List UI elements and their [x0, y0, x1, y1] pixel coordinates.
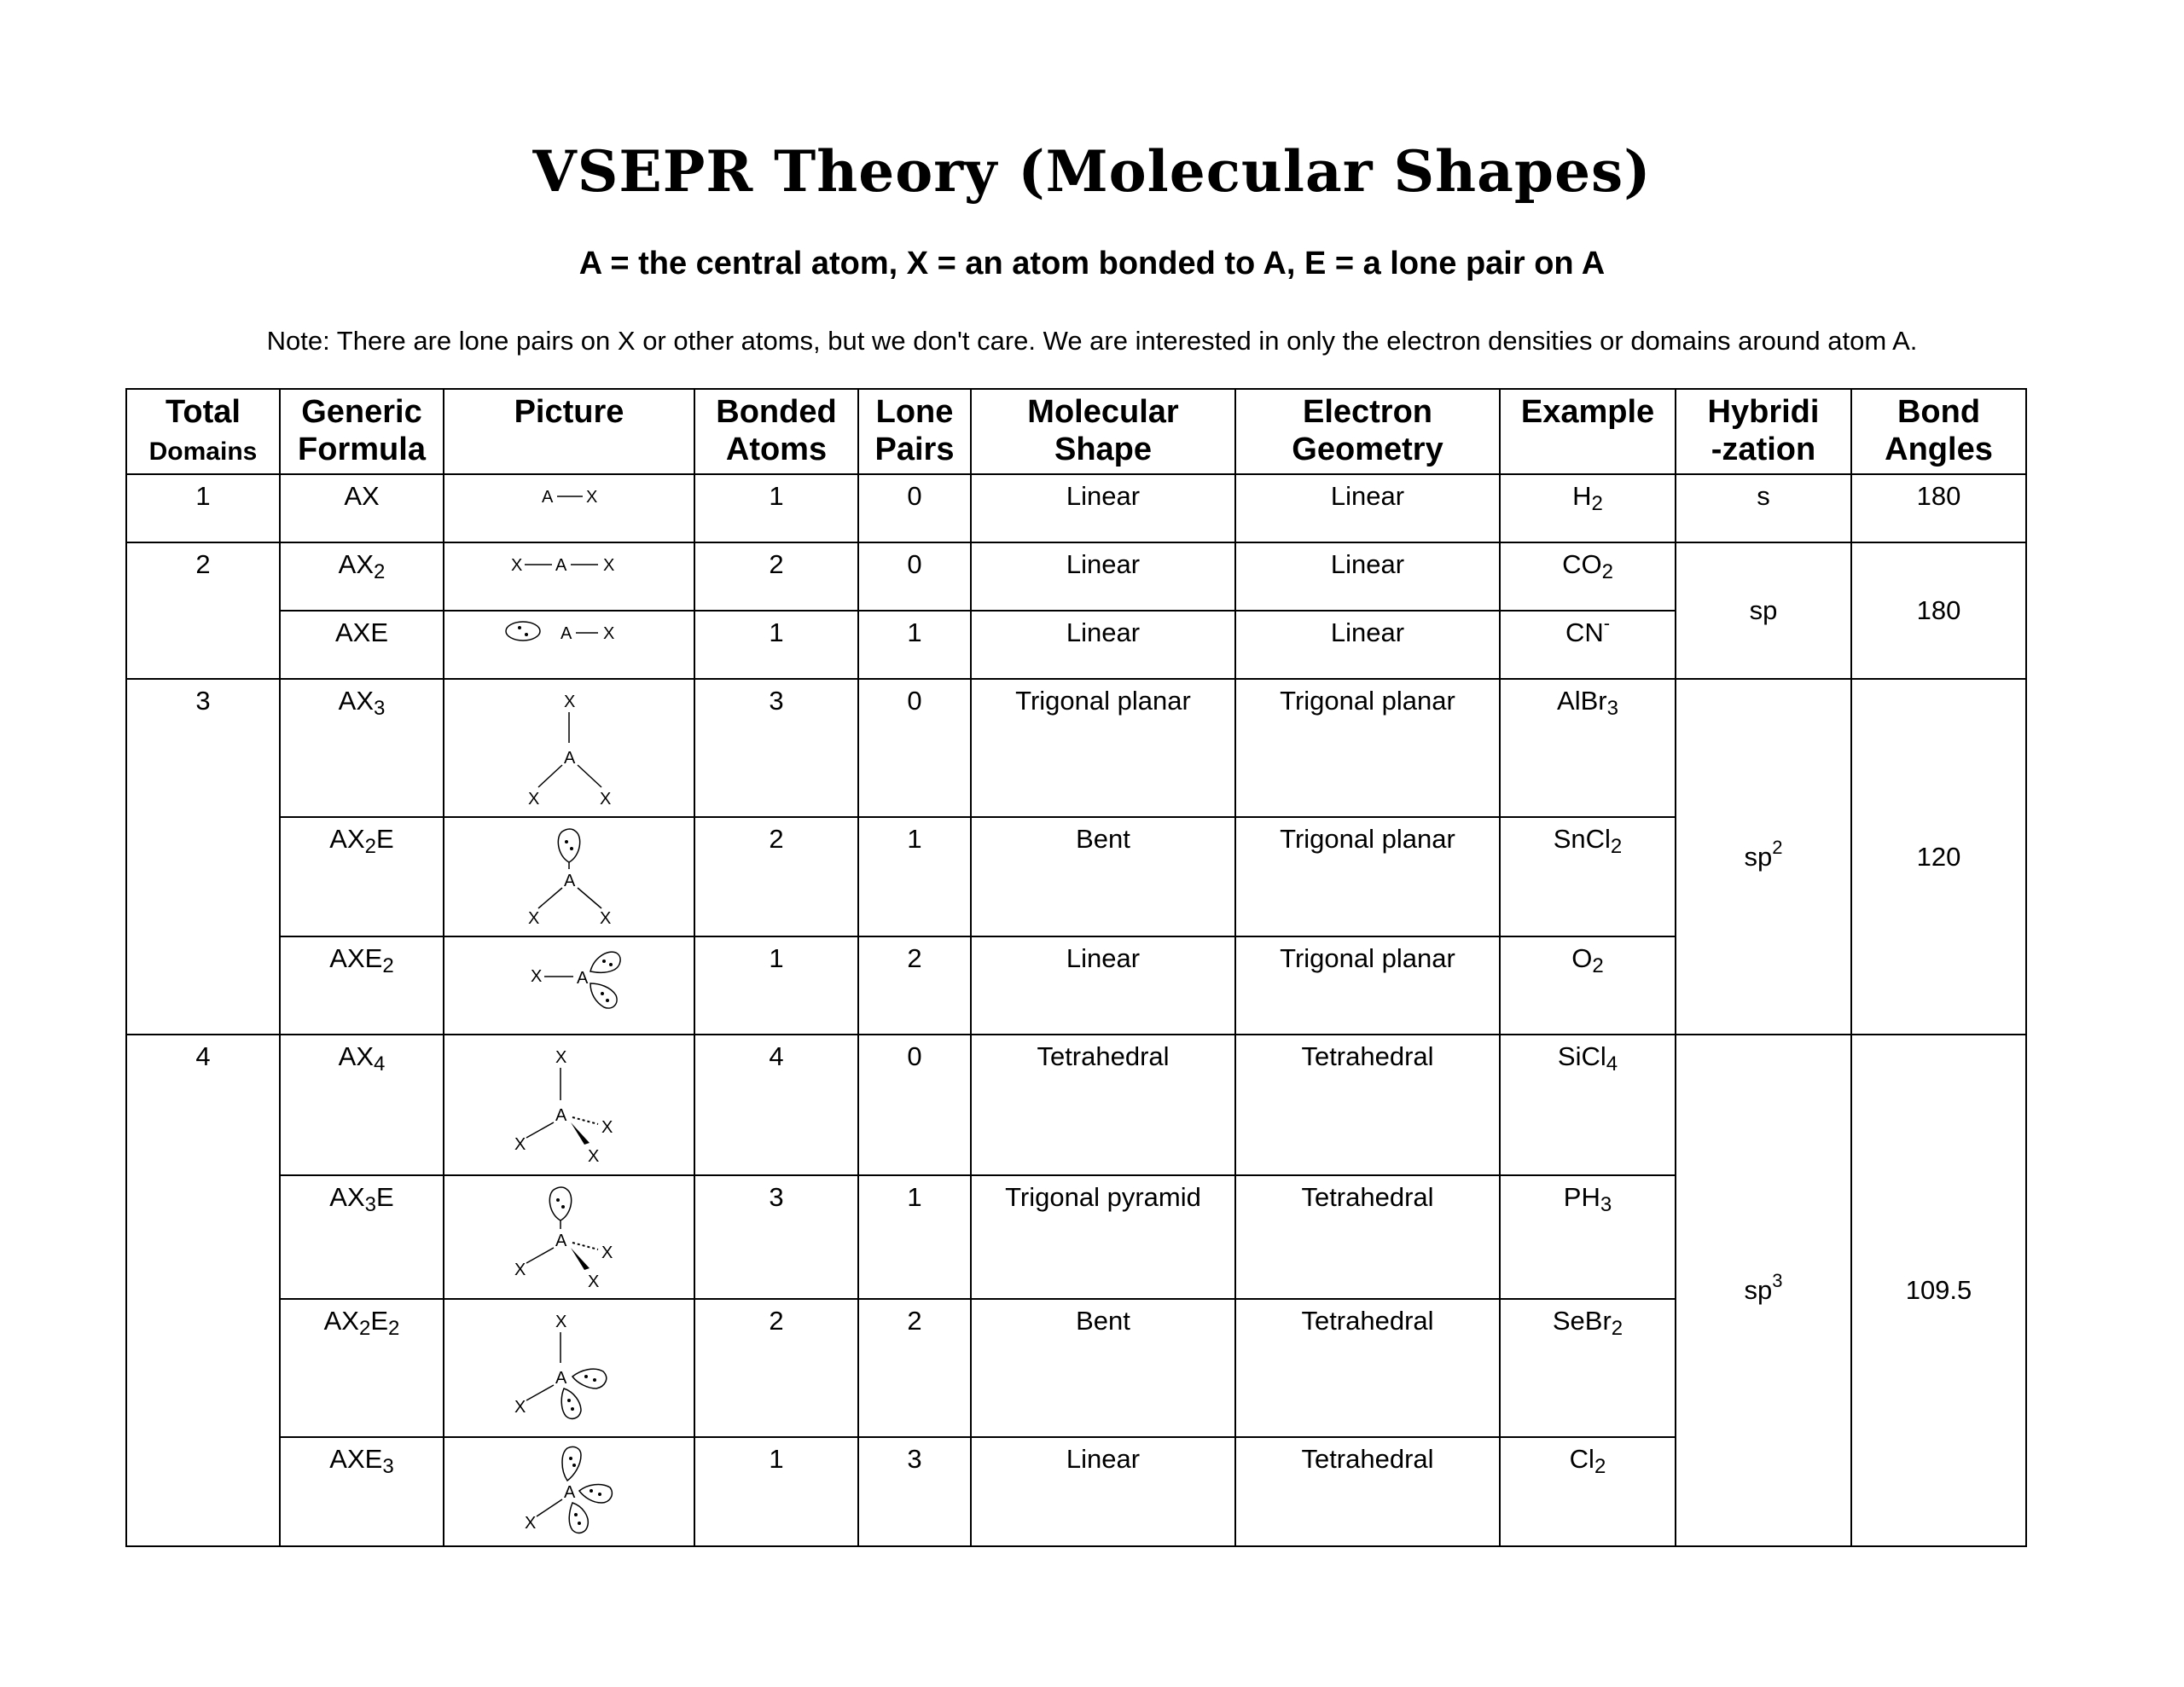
lone-pair-icon: [579, 1485, 612, 1503]
header-generic-formula: Generic Formula: [280, 389, 444, 474]
formula-text: E: [376, 1182, 394, 1212]
header-row: [126, 389, 2026, 474]
example-text: H: [1572, 481, 1592, 511]
formula-cell: [280, 1175, 444, 1299]
formula-text: AX: [338, 1041, 374, 1071]
svg-text:X: X: [588, 1147, 600, 1166]
svg-text:A: A: [577, 969, 589, 988]
formula-text: AX: [344, 481, 380, 511]
total-domains-cell: 2: [126, 542, 280, 679]
lone-pairs-cell: 0: [858, 679, 971, 817]
electron-geometry-cell: Trigonal planar: [1235, 679, 1500, 817]
example-subscript: 2: [1591, 492, 1603, 515]
formula-cell: [280, 679, 444, 817]
header-bonded-atoms: Bonded Atoms: [694, 389, 858, 474]
picture-cell: [444, 1035, 694, 1175]
table-row: [126, 679, 2026, 817]
example-subscript: 2: [1601, 560, 1613, 583]
formula-text: AXE: [329, 1444, 383, 1474]
molecule-axe-diagram: [492, 613, 646, 647]
example-cell: [1500, 936, 1676, 1035]
header-total-domains: Total Domains: [126, 389, 280, 474]
hybridization-cell: $sp^2$: [1676, 679, 1851, 1035]
example-subscript: 2: [1610, 835, 1623, 858]
molecular-shape-cell: Linear: [971, 1437, 1235, 1546]
formula-text: E: [376, 824, 394, 854]
lone-pairs-cell: 1: [858, 817, 971, 936]
molecule-ax3e-diagram: [492, 1178, 646, 1290]
formula-subscript: 4: [374, 1052, 386, 1075]
example-text: Cl: [1569, 1444, 1594, 1474]
example-cell: [1500, 1299, 1676, 1437]
example-cell: [1500, 679, 1676, 817]
example-cell: [1500, 1175, 1676, 1299]
molecular-shape-cell: Bent: [971, 817, 1235, 936]
example-text: CN: [1565, 617, 1604, 647]
svg-text:X: X: [525, 1514, 537, 1533]
header-lone-pairs: Lone Pairs: [858, 389, 971, 474]
bond-angle-cell: 109.5: [1851, 1035, 2026, 1546]
formula-text: AX: [329, 1182, 365, 1212]
header-hybridization: Hybridi -zation: [1676, 389, 1851, 474]
lone-pairs-cell: 2: [858, 1299, 971, 1437]
picture-cell: [444, 679, 694, 817]
example-subscript: 3: [1600, 1193, 1612, 1216]
electron-geometry-cell: Trigonal planar: [1235, 817, 1500, 936]
bonded-atoms-cell: 2: [694, 1299, 858, 1437]
vsepr-table: [125, 388, 2027, 1547]
svg-text:A: A: [542, 488, 554, 507]
picture-cell: [444, 1175, 694, 1299]
molecular-shape-cell: Linear: [971, 542, 1235, 611]
formula-subscript: 2: [364, 835, 377, 858]
bonded-atoms-cell: 3: [694, 1175, 858, 1299]
lone-pair-icon: [562, 1446, 581, 1481]
formula-text: AX: [329, 824, 365, 854]
example-cell: [1500, 817, 1676, 936]
formula-text: AX: [323, 1306, 359, 1336]
example-subscript: 2: [1594, 1455, 1606, 1478]
lone-pairs-cell: 0: [858, 474, 971, 542]
svg-text:X: X: [600, 790, 612, 809]
formula-text: AX: [338, 686, 374, 716]
example-text: PH: [1563, 1182, 1600, 1212]
formula-subscript: 2: [358, 1317, 371, 1340]
bonded-atoms-cell: 1: [694, 474, 858, 542]
formula-cell: [280, 1035, 444, 1175]
svg-text:A: A: [555, 1232, 567, 1250]
svg-text:X: X: [514, 1261, 526, 1279]
lone-pair-icon: [561, 1388, 581, 1418]
example-subscript: 2: [1592, 954, 1604, 977]
svg-text:A: A: [555, 1106, 567, 1125]
svg-text:X: X: [601, 1118, 613, 1137]
molecule-axe3-diagram: [492, 1440, 646, 1539]
formula-text: AXE: [329, 943, 383, 973]
formula-subscript: 2: [388, 1317, 400, 1340]
example-subscript: 2: [1611, 1317, 1623, 1340]
svg-text:X: X: [555, 1313, 567, 1331]
svg-text:X: X: [603, 556, 615, 575]
note: Note: There are lone pairs on X or other atoms, but we don't care. We are interested in only the electron densities or domains around atom A.: [266, 326, 1918, 356]
molecule-ax2e-diagram: [501, 820, 637, 929]
molecule-ax2e2-diagram: [492, 1301, 646, 1428]
formula-subscript: 3: [382, 1455, 394, 1478]
bonded-atoms-cell: 1: [694, 611, 858, 679]
example-subscript: 3: [1606, 697, 1618, 720]
electron-geometry-cell: Tetrahedral: [1235, 1175, 1500, 1299]
svg-text:X: X: [564, 693, 576, 711]
picture-cell: [444, 611, 694, 679]
electron-geometry-cell: Tetrahedral: [1235, 1299, 1500, 1437]
header-molecular-shape: Molecular Shape: [971, 389, 1235, 474]
molecular-shape-cell: Linear: [971, 936, 1235, 1035]
molecular-shape-cell: Linear: [971, 611, 1235, 679]
lone-pairs-cell: 3: [858, 1437, 971, 1546]
bond-angle-cell: 180: [1851, 542, 2026, 679]
page-title: VSEPR Theory (Molecular Shapes): [532, 138, 1652, 205]
example-text: SnCl: [1553, 824, 1611, 854]
molecule-axe2-diagram: [497, 939, 642, 1024]
svg-text:A: A: [555, 1369, 567, 1388]
example-cell: [1500, 1437, 1676, 1546]
svg-text:A: A: [555, 556, 567, 575]
svg-text:X: X: [555, 1048, 567, 1067]
electron-geometry-cell: Tetrahedral: [1235, 1437, 1500, 1546]
formula-subscript: 2: [374, 560, 386, 583]
molecule-ax3-diagram: [501, 681, 637, 808]
subtitle: A = the central atom, X = an atom bonded to A, E = a lone pair on A: [578, 246, 1606, 281]
lone-pair-icon: [549, 1187, 571, 1220]
molecule-ax2-diagram: [492, 545, 646, 579]
formula-text: E: [370, 1306, 389, 1336]
formula-cell: [280, 474, 444, 542]
bonded-atoms-cell: 2: [694, 817, 858, 936]
lone-pair-icon: [506, 622, 540, 641]
example-cell: [1500, 542, 1676, 611]
electron-geometry-cell: Trigonal planar: [1235, 936, 1500, 1035]
svg-text:X: X: [588, 1272, 600, 1291]
electron-geometry-cell: Linear: [1235, 611, 1500, 679]
bonded-atoms-cell: 1: [694, 1437, 858, 1546]
electron-geometry-cell: Tetrahedral: [1235, 1035, 1500, 1175]
svg-text:X: X: [514, 1135, 526, 1154]
picture-cell: [444, 817, 694, 936]
svg-text:X: X: [528, 790, 540, 809]
formula-cell: [280, 542, 444, 611]
header-example: Example: [1500, 389, 1676, 474]
bonded-atoms-cell: 2: [694, 542, 858, 611]
lone-pairs-cell: 0: [858, 542, 971, 611]
header-electron-geometry: Electron Geometry: [1235, 389, 1500, 474]
svg-text:A: A: [564, 1483, 576, 1502]
lone-pair-icon: [590, 952, 620, 972]
molecule-ax4-diagram: [492, 1037, 646, 1165]
hybridization-cell: sp: [1676, 542, 1851, 679]
svg-text:A: A: [564, 872, 576, 890]
molecular-shape-cell: Tetrahedral: [971, 1035, 1235, 1175]
hybridization-cell: s: [1676, 474, 1851, 542]
example-subscript: 4: [1606, 1052, 1618, 1075]
svg-text:X: X: [514, 1398, 526, 1417]
table-row: [126, 1035, 2026, 1175]
example-text: AlBr: [1557, 686, 1607, 716]
formula-cell: [280, 1437, 444, 1546]
svg-text:X: X: [600, 909, 612, 928]
molecule-ax-diagram: [501, 477, 637, 511]
bond-angle-cell: 120: [1851, 679, 2026, 1035]
lone-pairs-cell: 1: [858, 611, 971, 679]
formula-cell: [280, 611, 444, 679]
table-row: [126, 474, 2026, 542]
total-domains-cell: 4: [126, 1035, 280, 1546]
svg-text:X: X: [511, 556, 523, 575]
formula-subscript: 3: [374, 697, 386, 720]
formula-cell: [280, 817, 444, 936]
molecular-shape-cell: Trigonal planar: [971, 679, 1235, 817]
example-text: SeBr: [1552, 1306, 1612, 1336]
formula-cell: [280, 936, 444, 1035]
svg-text:X: X: [601, 1244, 613, 1262]
charge-superscript: -: [1603, 612, 1611, 634]
svg-text:X: X: [531, 967, 543, 986]
formula-text: AXE: [334, 617, 389, 647]
molecular-shape-cell: Linear: [971, 474, 1235, 542]
lone-pair-icon: [558, 829, 579, 862]
lone-pairs-cell: 1: [858, 1175, 971, 1299]
example-cell: [1500, 1035, 1676, 1175]
bonded-atoms-cell: 4: [694, 1035, 858, 1175]
total-domains-cell: 3: [126, 679, 280, 1035]
picture-cell: [444, 936, 694, 1035]
svg-text:X: X: [528, 909, 540, 928]
total-domains-cell: 1: [126, 474, 280, 542]
hybridization-cell: $sp^3$: [1676, 1035, 1851, 1546]
molecular-shape-cell: Bent: [971, 1299, 1235, 1437]
electron-geometry-cell: Linear: [1235, 474, 1500, 542]
example-text: O: [1571, 943, 1593, 973]
formula-subscript: 3: [364, 1193, 377, 1216]
table-row: [126, 542, 2026, 611]
picture-cell: [444, 1299, 694, 1437]
picture-cell: [444, 474, 694, 542]
picture-cell: [444, 542, 694, 611]
svg-text:X: X: [586, 488, 598, 507]
example-text: CO: [1562, 549, 1602, 579]
lone-pair-icon: [569, 1503, 588, 1533]
lone-pair-icon: [572, 1369, 607, 1388]
formula-cell: [280, 1299, 444, 1437]
lone-pairs-cell: 0: [858, 1035, 971, 1175]
bond-angle-cell: 180: [1851, 474, 2026, 542]
example-cell: [1500, 474, 1676, 542]
lone-pair-icon: [590, 983, 617, 1008]
formula-subscript: 2: [382, 954, 394, 977]
example-text: SiCl: [1557, 1041, 1606, 1071]
header-bond-angles: Bond Angles: [1851, 389, 2026, 474]
example-cell: [1500, 611, 1676, 679]
molecular-shape-cell: Trigonal pyramid: [971, 1175, 1235, 1299]
lone-pairs-cell: 2: [858, 936, 971, 1035]
bonded-atoms-cell: 3: [694, 679, 858, 817]
formula-text: AX: [338, 549, 374, 579]
electron-geometry-cell: Linear: [1235, 542, 1500, 611]
bonded-atoms-cell: 1: [694, 936, 858, 1035]
header-picture: Picture: [444, 389, 694, 474]
svg-text:X: X: [603, 624, 615, 643]
picture-cell: [444, 1437, 694, 1546]
svg-text:A: A: [561, 624, 572, 643]
svg-text:A: A: [564, 749, 576, 768]
